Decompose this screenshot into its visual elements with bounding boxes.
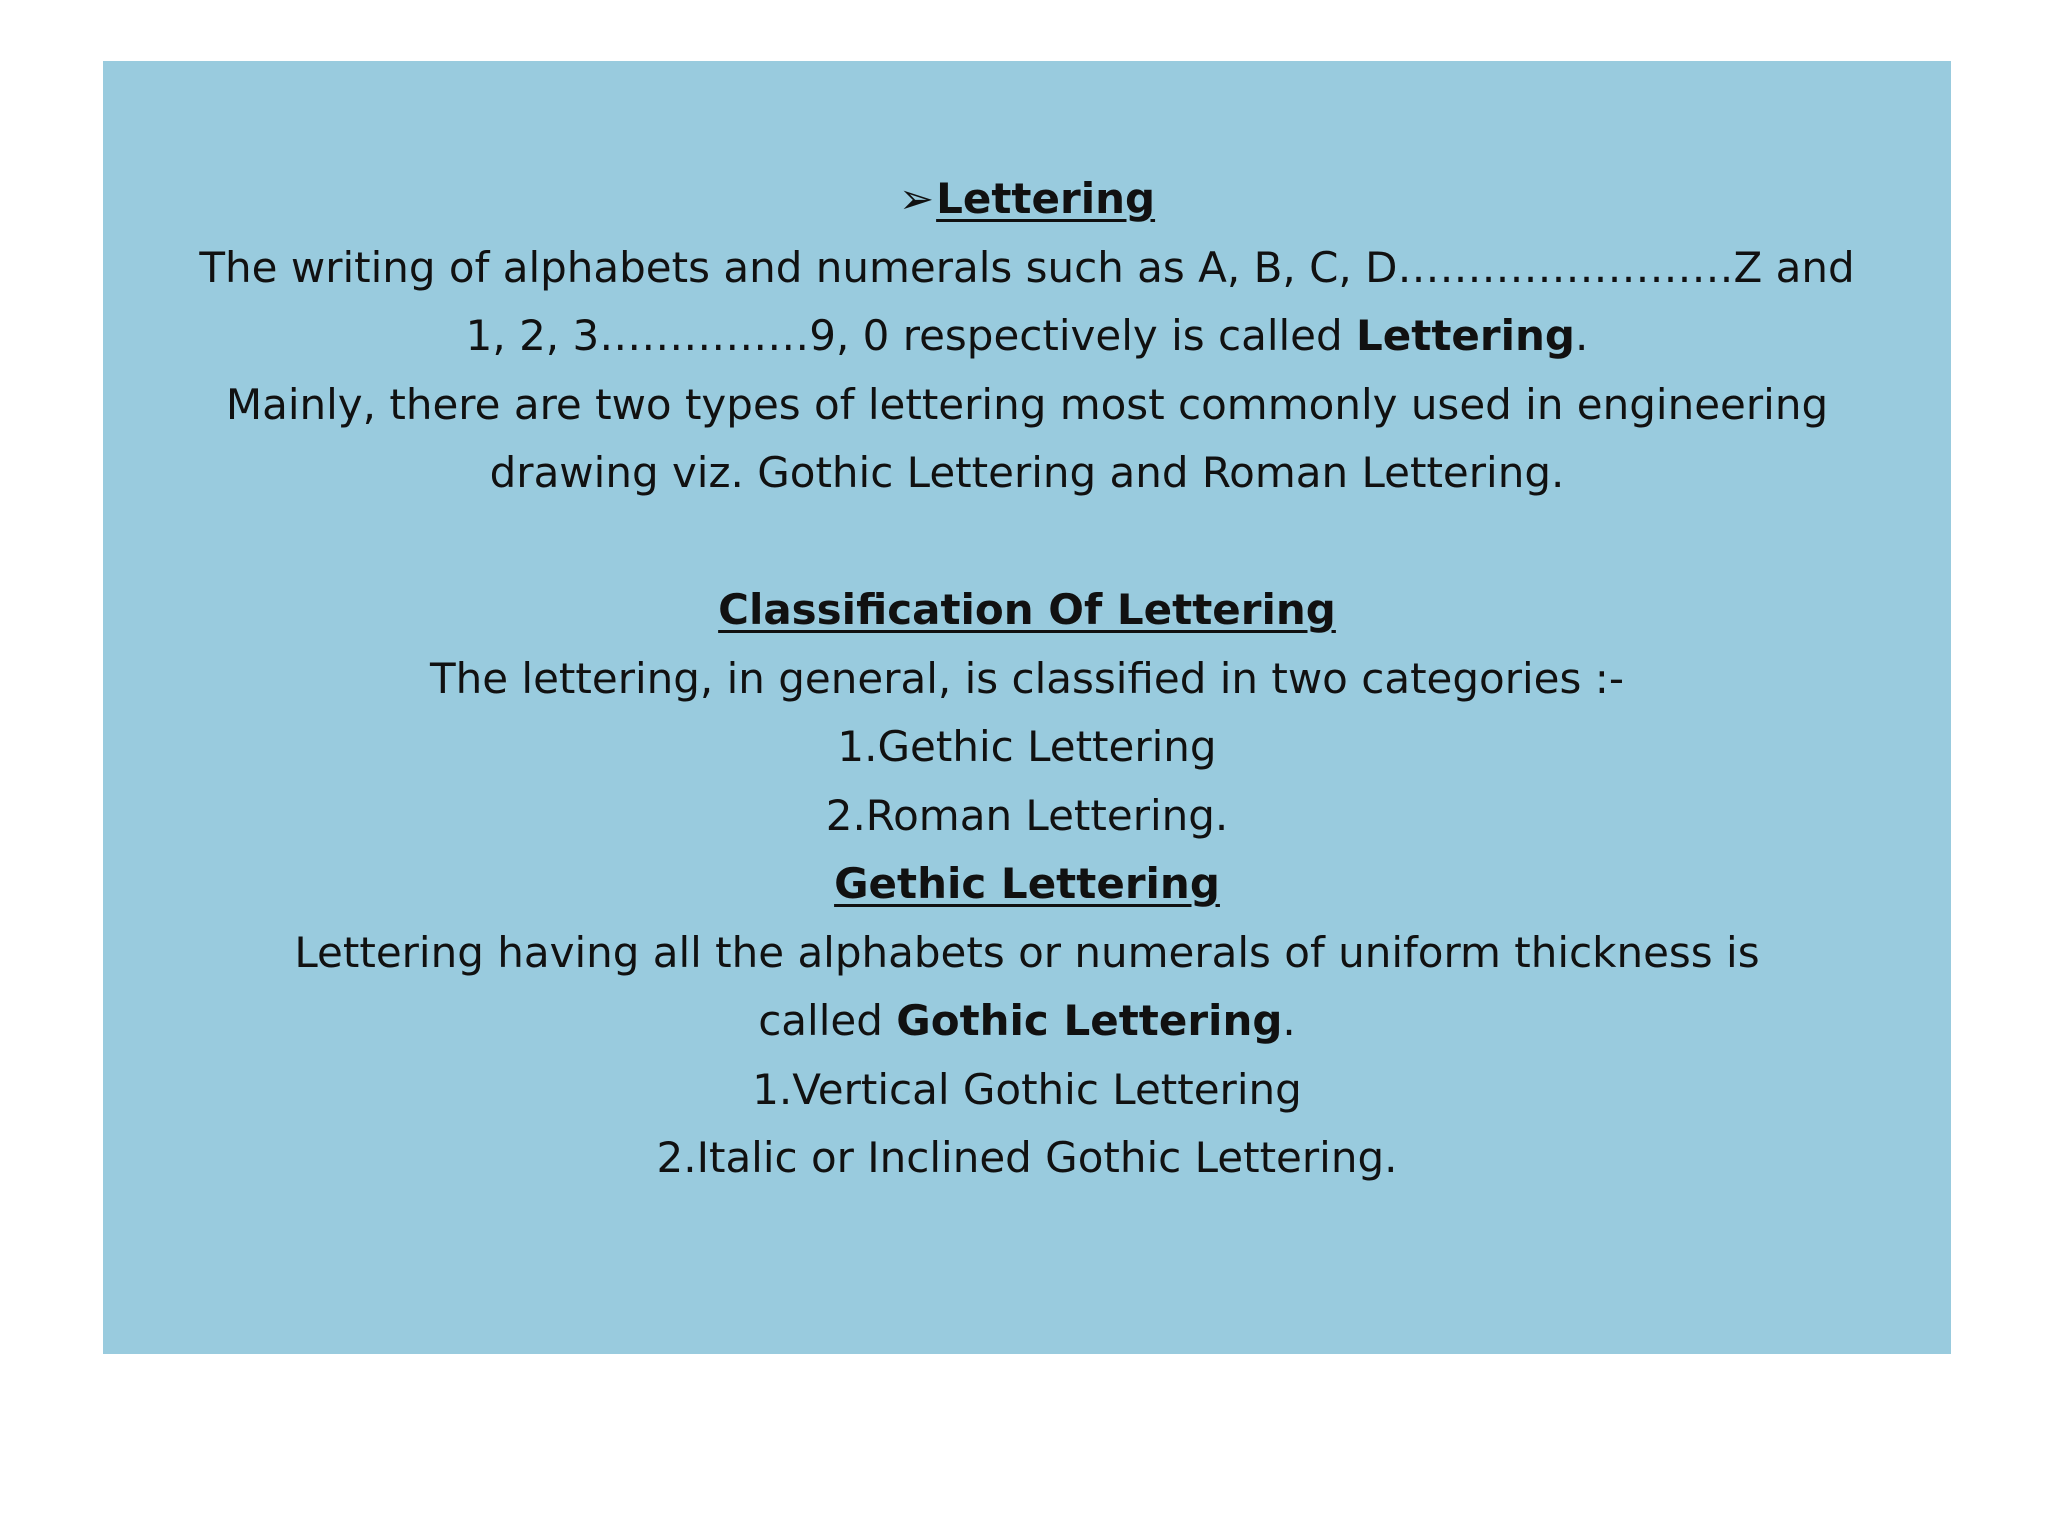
lettering-definition-line-2 (133, 302, 1921, 371)
gethic-definition-text: called (758, 996, 897, 1045)
gethic-heading: Gethic Lettering (834, 859, 1220, 908)
definition-text: 1, 2, 3……………9, 0 respectively is called (465, 311, 1357, 360)
gethic-definition-line-1: Lettering having all the alphabets or numerals of uniform thickness is (294, 927, 1760, 977)
slide-text (133, 165, 1921, 1193)
classification-item-2: 2.Roman Lettering. (825, 790, 1229, 840)
gothic-type-item-1: 1.Vertical Gothic Lettering (752, 1064, 1302, 1114)
gethic-definition-period: . (1282, 996, 1296, 1045)
lettering-types-line-2: drawing viz. Gothic Lettering and Roman Lettering. (489, 448, 1565, 497)
definition-term: Lettering (1356, 311, 1575, 360)
gethic-heading-line (133, 850, 1921, 919)
lettering-heading-line (133, 165, 1921, 234)
gothic-type-item-2: 2.Italic or Inclined Gothic Lettering. (656, 1133, 1398, 1182)
spacer (133, 508, 1921, 577)
gethic-definition-line-2 (133, 987, 1921, 1056)
lettering-definition-line-1: The writing of alphabets and numerals such as A, B, C, D……………………Z and (199, 242, 1855, 292)
classification-item-1: 1.Gethic Lettering (837, 722, 1217, 771)
gethic-definition-term: Gothic Lettering (896, 996, 1283, 1045)
arrow-bullet-icon: ➢ (898, 174, 935, 223)
classification-heading: Classification Of Lettering (718, 585, 1336, 634)
lettering-types-line-1: Mainly, there are two types of lettering most commonly used in engineering (225, 379, 1829, 429)
lettering-heading: Lettering (936, 174, 1156, 223)
classification-intro: The lettering, in general, is classified in two categories :- (429, 653, 1625, 703)
definition-period: . (1574, 311, 1589, 360)
slide-content-box (103, 61, 1951, 1354)
classification-heading-line (133, 576, 1921, 645)
